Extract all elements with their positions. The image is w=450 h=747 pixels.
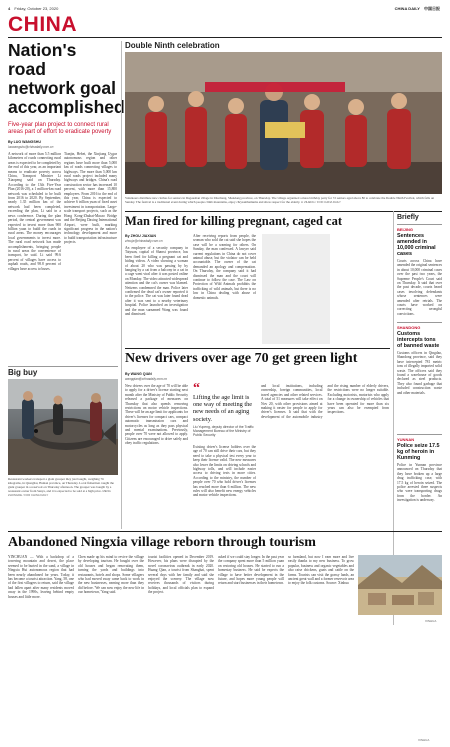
abandoned-body-col5: so farmland, but now I earn more and live easily thanks to my new business. To grow popular, business and organic vegetables and also raise chickens, goats and cattle on the farms. Tourists can visit the grassy lands, an ancient great wall and a former reservoir area to enjoy the folk customs. Source: Xinhua (288, 555, 354, 586)
celebration-photo (125, 52, 442, 194)
section-title: CHINA (8, 13, 77, 36)
man-byline: By ZHOU JIAXIAN (125, 234, 156, 238)
drivers-byline: By WANG QIAN (125, 372, 152, 376)
paper-name-cn: 中国日报 (424, 6, 440, 11)
quote-text: Lifting the age limit is one way of meeting the new needs of an aging society. (193, 394, 253, 423)
lead-byline: By LUO WANGSHU (8, 140, 41, 144)
wedding-credit: LI ZIHENG / FOR CHINA DAILY (300, 200, 341, 204)
abandoned-body-col2: Chen made up his mind to revive the village by developing tourism. He bought over the old houses and began renovating them, turning the yards and buildings into restaurants, hotels and shops. Some villagers who had moved away came back to work in the new businesses, earning more than they did before. 'We can now enjoy the new life in our hometown,' Yang said. (78, 555, 144, 595)
drivers-headline: New drivers over age 70 get green light (125, 351, 358, 366)
abandoned-body-col3: tourist facilities opened in December 2019. However, his plans were disrupted by the novel coronavirus outbreak in early 2020. Huang Qian, a tourist from Shanghai, spent several days with her family and said she enjoyed the scenery. The village now receives thousands of visitors during holidays, and local officials plan to expand the project. (148, 555, 214, 595)
brief-item-1 (397, 227, 442, 316)
briefly-header: Briefly (397, 214, 419, 221)
lead-headline: Nation's road network goal accomplished (8, 40, 125, 117)
brief-body: Courts across China have amended the original sentences in about 10,000 criminal cases over the past two years, the Supreme People's Court said on Thursday. It said that over the past decade, courts heard cases involving defendants whose sentences were amended after retrials. The courts have worked on correcting wrongful convictions. (397, 259, 442, 316)
drivers-pullquote (193, 381, 256, 438)
bigbuy-caption (8, 477, 118, 497)
lead-body-col2: Tianjin, Hebei, the Xinjiang Uygur autonomous region and other regions have built more than 5,000 km of roads connecting villages to highways. The more than 5,000 km rural roads project included many highways and bridges. China's road construction sector has increased 10 percent, with more than 15,800 employees. From 2016 to the end of this year, China is expected to achieve 6 trillion yuan of fixed asset investment in transportation. Large-scale transport projects, such as the Hong Kong-Zhuhai-Macao Bridge and the Beijing Daxing International Airport, were built, marking significant progress in the nation's technology development and more to build transportation infrastructure projects. (64, 152, 117, 245)
brief-title: Police seize 17.5 kg of heroin in Kunming (397, 443, 440, 461)
lead-body-col1: A network of more than 5.5 million kilometers of roads connecting rural areas is expected to be completed by the end of this year, as an important means to eradicate poverty across China, Transport Minister Li Xiaopeng said on Thursday. According to the 13th Five-Year Plan (2016-20), a 1 million-km road network was scheduled to be built from 2016 to 2020. By September, nearly 1.35 million km of the network had been completed, exceeding the plan, Li said in a news conference. During the plan period, the central government was expected to invest more than 900 billion yuan to build the roads in rural areas. The money encourages local governments to invest more. The rural road network has made accomplishments, bringing people in rural areas the convenience of transport, he said. Li said 99.6 percent of villages have access to asphalt roads, and 98.8 percent of villages have access to buses. (8, 152, 61, 271)
briefly-credit: XINHUA (425, 619, 437, 623)
bigbuy-caption-text: Restaurant workers transport a giant grouper they just bought, weighing 76 kilograms, in Qionghai, Hainan province, on Thursday. Local fishermen caught the giant grouper in a reservoir on Thursday afternoon. The grouper was bought by a restaurant owner from Sanya, and it is expected to be sold at a high price. (8, 477, 114, 493)
brief-body: Police in Yunnan province announced on Thursday that they have broken up a large drug trafficking case, with 17.5 kg of heroin seized. The police arrested three suspects who were transporting drugs from the border. An investigation is underway. (397, 463, 442, 503)
page-number: 4 (8, 6, 11, 11)
masthead-left (8, 6, 58, 11)
issue-date: Friday, October 23, 2020 (14, 6, 59, 11)
brief-body: Customs officers in Qingdao, Shandong province, said they have intercepted 781 metric tons of illegally imported solid waste. The officers said they found a warehouse of goods declared as steel products. They also found garbage that included construction waste and other materials. (397, 351, 442, 395)
masthead-rule (8, 37, 442, 38)
drivers-body-col1: New drivers over the age of 70 will be able to apply for a driver's license starting next month after the Ministry of Public Security released a package of measures on Thursday that also spends removing restrictions on motor vehicle inspections. These will be an age limit for applicants for driver's licenses for compact cars, compact automatic transmission cars and motorcycles as long as they pass physical and mental examinations. Previously, people over 70 were not allowed to apply. Citizens are encouraged to drive safely and obey traffic regulations. (125, 384, 188, 446)
man-headline: Man fired for killing pregnant, caged cat (125, 214, 343, 228)
wedding-caption (125, 196, 442, 204)
bigbuy-kicker: Big buy (8, 368, 38, 377)
brief-place: SHANDONG (397, 325, 421, 330)
abandoned-body-col1: YINCHUAN — With a backdrop of a towering mountain and desert, the place seemed to be buried in the sand, a village in Ningxia Hui autonomous region that had been nearly abandoned for years. Today, it has become a tourist attraction. Yang, 58, one of the first villagers to return, said the village had fallen apart after many residents moved away in the 1990s, leaving behind empty houses and little more. (8, 555, 74, 599)
wedding-caption-text: Volunteers distribute new clothes for seniors in Dagoushan village in Zhucheng, Shandong province, on Thursday. The village organized a mass birthday party for 72 seniors aged above 80 to celebrate the Double Ninth Festival, which falls on Sunday. The festival is a traditional event during which people climb mountains, enjoy chrysanthemums and show respect for the elderly. (125, 196, 435, 204)
abandoned-headline: Abandoned Ningxia village reborn through tourism (8, 535, 316, 550)
brief-place: YUNNAN (397, 437, 415, 442)
quote-attribution: Liu Yupeng, deputy director of the Traffic Management Bureau of the Ministry of Public Security (193, 424, 254, 438)
drivers-body-col3: and local institutions, including ownership, foreign communities, local travel agencies and other related services. A total of 51 measures will take effect on Nov 20, with other provisions aimed at making it easier for people to apply for driver's licenses. It said that with the development of the automobile industry and the rising number of elderly drivers, the restrictions were no longer suitable. Excluding motorists, motorists who apply for a change in ownership of vehicles that have been operated for more than six years can also be exempted from inspections. (261, 384, 389, 419)
village-photo (358, 555, 442, 615)
drivers-email: wangqian@chinadaily.com.cn (125, 377, 167, 381)
drivers-body-col2: Existing driver's license holders over the age of 70 can still drive their cars, but they need to take a physical test every year to keep their license valid. The new measures also lower the limits on driving schools and highway tolls, and will include easier access to driving tests in more cities. According to the ministry, the number of people over 70 who hold driver's licenses has reached more than 6 million. The new rules will also benefit new energy vehicles and motor vehicle inspections. (193, 445, 256, 498)
man-column-photo (262, 234, 330, 344)
lead-email: luowangshu@chinadaily.com.cn (8, 145, 54, 149)
brief-title: Sentences amended in 10,000 criminal cases (397, 233, 436, 257)
man-body-col2: After receiving reports from people, the woman who sold the cat said she hopes the case will be a warning for others. On Sunday, the man confessed. A lawyer said current regulations in China do not cover animal abuse, but the violator can be held accountable. The owner of the cat demanded an apology and compensation. On Thursday, the company said it had dismissed the man and the court will continue to follow the case. The Law on Protection of Wild Animals prohibits the trafficking of wild animals, but there is no law in China dealing with abuse of domestic animals. (193, 234, 256, 300)
man-body-col1: An employee of a security company in Taiyuan, capital of Shanxi province, has been fired for killing a pregnant cat and hiding videos. A video showing a woman of about 20 who was passing by by hanging by a cat from a balcony in a cat in a cage went viral after it was posted online on Monday. The video attracted widespread attention and the cat's owner was blamed. Netizens condemned the man. Police later confirmed the dead cat's owner reported it to the police. The cat was later found dead after it was sent to a nearby veterinary hospital. Police launched an investigation and the man surnamed Wang was found and dismissed. (125, 246, 188, 317)
lead-deck: Five-year plan project to connect rural areas part of effort to eradicate poverty (8, 122, 112, 136)
abandoned-body-col4: asked if we could stay longer. In the past year the company spent more than 5 million yuan on restoring old houses. He started to run a homestay business. He said he expects the village to have better development in the future, and hopes more young people will return and start businesses in their hometown. (218, 555, 284, 586)
brief-title: Customs intercepts tons of banned waste (397, 331, 440, 349)
masthead-right (395, 6, 440, 12)
abandoned-credit: XINHUA (418, 738, 430, 742)
bigbuy-credit: MENG ZHONGDE / FOR CHINA DAILY (8, 489, 111, 497)
man-email: zhoujx@chinadaily.com.cn (125, 239, 163, 243)
grouper-photo (8, 379, 118, 475)
paper-name: CHINA DAILY (394, 6, 420, 11)
brief-item-2 (397, 325, 442, 433)
quote-mark-icon: “ (193, 381, 200, 396)
brief-place: BEIJING (397, 227, 414, 232)
wedding-kicker: Double Ninth celebration (125, 41, 220, 50)
